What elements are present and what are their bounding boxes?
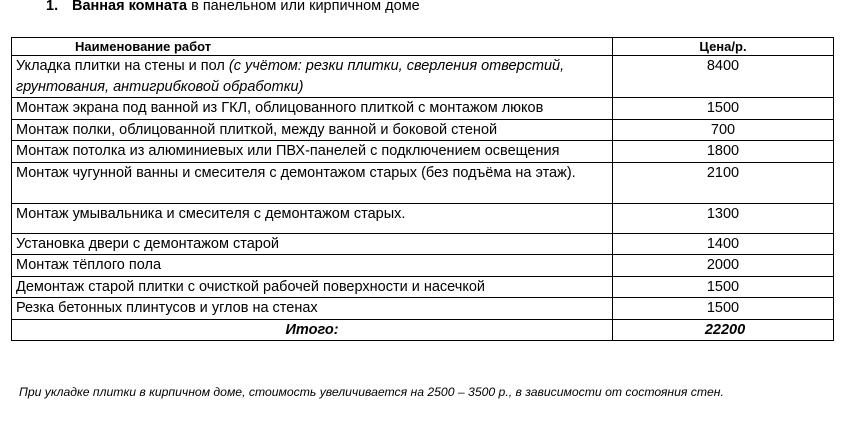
work-cell: Установка двери с демонтажом старой bbox=[12, 233, 613, 255]
section-number: 1. bbox=[46, 0, 59, 14]
price-cell: 1500 bbox=[613, 276, 834, 298]
section-title-bold: Ванная комната bbox=[72, 0, 188, 14]
work-cell: Монтаж умывальника и смесителя с демонтажом старых. bbox=[12, 203, 613, 233]
table-row bbox=[12, 255, 834, 277]
work-cell: Монтаж тёплого пола bbox=[12, 255, 613, 277]
section-heading bbox=[46, 0, 420, 15]
price-cell: 8400 bbox=[613, 56, 834, 98]
work-cell: Монтаж потолка из алюминиевых или ПВХ-панелей с подключением освещения bbox=[12, 141, 613, 163]
work-cell: Монтаж чугунной ванны и смесителя с демонтажом старых (без подъёма на этаж). bbox=[12, 162, 613, 203]
work-note: (с учётом: резки плитки, сверления отверстий, грунтования, антигрибковой обработки) bbox=[16, 58, 565, 95]
table-header-row bbox=[12, 38, 834, 56]
table-row bbox=[12, 203, 834, 233]
table-row bbox=[12, 56, 834, 98]
price-cell: 1500 bbox=[613, 98, 834, 120]
work-cell: Демонтаж старой плитки с очисткой рабочей поверхности и насечкой bbox=[12, 276, 613, 298]
table-row bbox=[12, 141, 834, 163]
table-row bbox=[12, 298, 834, 320]
price-cell: 2100 bbox=[613, 162, 834, 203]
total-label: Итого: bbox=[12, 319, 613, 341]
header-price: Цена/р. bbox=[613, 38, 834, 56]
total-row bbox=[12, 319, 834, 341]
price-cell: 2000 bbox=[613, 255, 834, 277]
work-cell: Резка бетонных плинтусов и углов на стенах bbox=[12, 298, 613, 320]
footnote: При укладке плитки в кирпичном доме, стоимость увеличивается на 2500 – 3500 р., в зависимости от состояния стен. bbox=[19, 385, 724, 399]
work-cell bbox=[12, 56, 613, 98]
work-text: Укладка плитки на стены и пол bbox=[16, 58, 229, 74]
section-title-rest: в панельном или кирпичном доме bbox=[187, 0, 420, 14]
work-cell: Монтаж полки, облицованной плиткой, между ванной и боковой стеной bbox=[12, 119, 613, 141]
price-cell: 1400 bbox=[613, 233, 834, 255]
work-cell: Монтаж экрана под ванной из ГКЛ, облицованного плиткой с монтажом люков bbox=[12, 98, 613, 120]
price-cell: 1300 bbox=[613, 203, 834, 233]
price-cell: 700 bbox=[613, 119, 834, 141]
total-value: 22200 bbox=[613, 319, 834, 341]
table-row bbox=[12, 98, 834, 120]
price-cell: 1800 bbox=[613, 141, 834, 163]
table-row bbox=[12, 162, 834, 203]
price-table bbox=[11, 37, 834, 341]
table-row bbox=[12, 276, 834, 298]
header-work: Наименование работ bbox=[12, 38, 613, 56]
table-row bbox=[12, 119, 834, 141]
price-cell: 1500 bbox=[613, 298, 834, 320]
table-row bbox=[12, 233, 834, 255]
